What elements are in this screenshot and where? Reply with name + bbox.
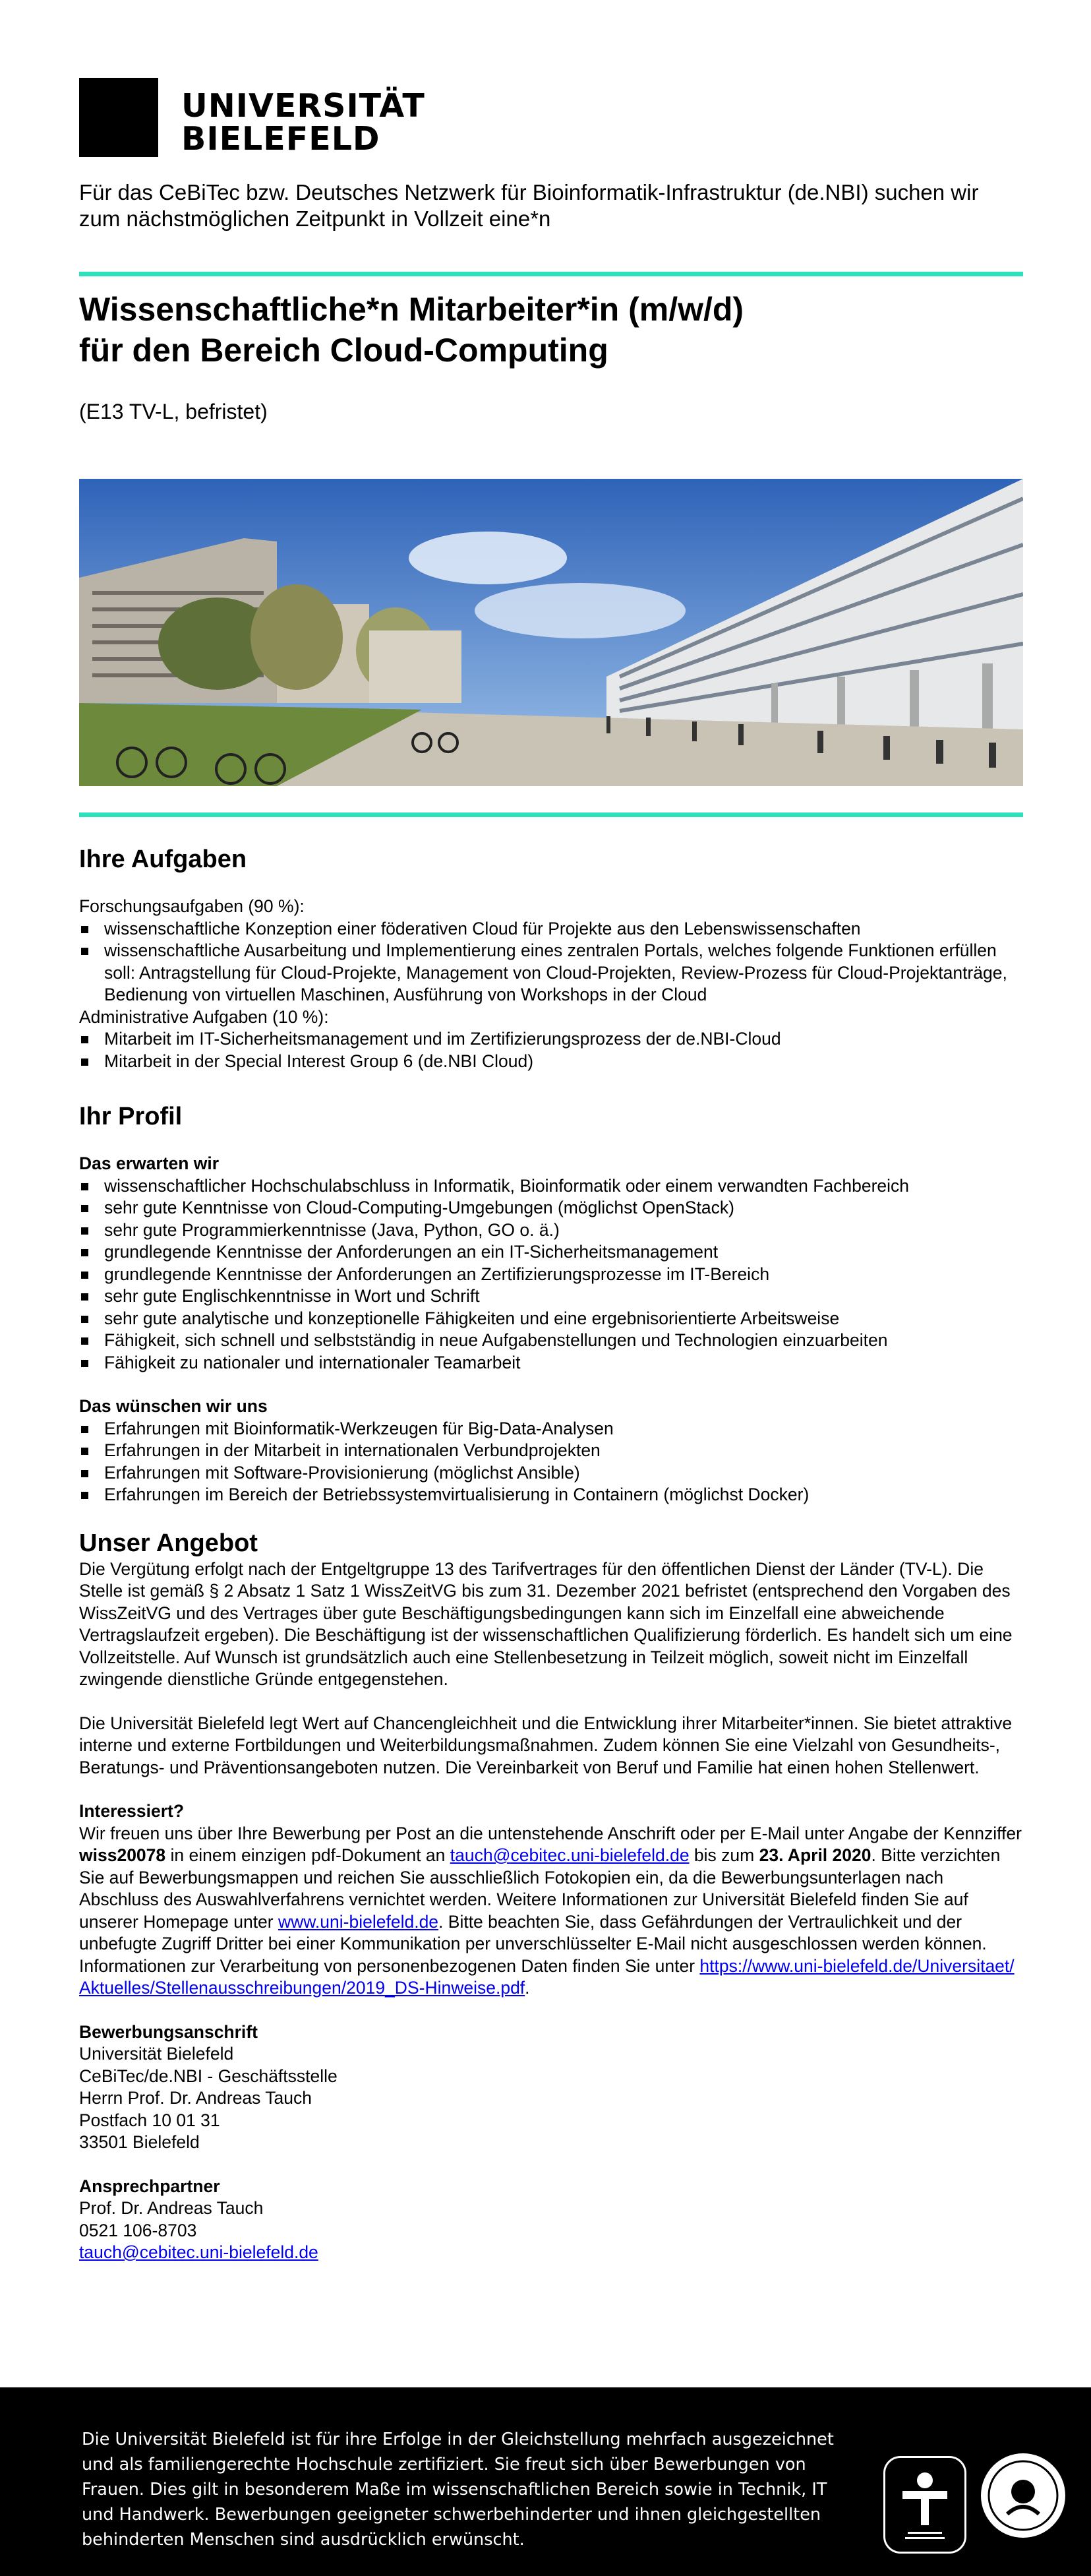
erwarten-list bbox=[79, 1175, 1023, 1374]
footer-equality-statement: Die Universität Bielefeld ist für ihre Erfolge in der Gleichstellung mehrfach ausgezeichnet und als familiengerechte Hochschule zertifiziert. Sie freut sich über Bewerbungen von Frauen. Dies gilt in besonderem Maße im wissenschaftlichen Bereich sowie in Technik, IT und Handwerk. Bewerbungen geeigneter schwerbehinderter und ihnen gleichgestellten behinderten Menschen sind ausdrücklich erwünscht. bbox=[82, 2430, 834, 2550]
logo-square-icon bbox=[79, 78, 158, 157]
aufgaben-group2-label: Administrative Aufgaben (10 %): bbox=[79, 1006, 329, 1027]
list-item: Erfahrungen mit Software-Provisionierung (möglichst Ansible) bbox=[79, 1462, 1023, 1485]
list-item: sehr gute analytische und konzeptionelle Fähigkeiten und eine ergebnisorientierte Arbeitsweise bbox=[79, 1308, 1023, 1330]
campus-photo bbox=[79, 479, 1023, 786]
list-item: Fähigkeit, sich schnell und selbstständig in neue Aufgabenstellungen und Technologien einzuarbeiten bbox=[79, 1330, 1023, 1352]
interesse-text: Wir freuen uns über Ihre Bewerbung per Post an die untenstehende Anschrift oder per E-Mail unter Angabe der Kennziffer wiss20078 in einem einzigen pdf-Dokument an tauch@cebitec.uni-bielefeld.de bis zum 23. April 2020. Bitte verzichten Sie auf Bewerbungsmappen und reichen Sie ausschließlich Fotokopien ein, da die Bewerbungsunterlagen nach Abschluss des Auswahlverfahrens vernichtet werden. Weitere Informationen zur Universität Bielefeld finden Sie auf unserer Homepage unter www.uni-bielefeld.de. Bitte beachten Sie, dass Gefährdungen der Vertraulichkeit und der unbefugte Zugriff Dritter bei einer Kommunikation per unverschlüsselter E-Mail nicht ausgeschlossen werden können. Informationen zur Verarbeitung von personenbezogenen Daten finden Sie unter https://www.uni-bielefeld.de/Universitaet/Aktuelles/Stellenausschreibungen/2019_DS-Hinweise.pdf. bbox=[79, 1823, 1022, 1998]
wuenschen-list bbox=[79, 1418, 1023, 1506]
kontakt-heading: Ansprechpartner bbox=[79, 2176, 220, 2196]
angebot-para2: Die Universität Bielefeld legt Wert auf Chancengleichheit und die Entwicklung ihrer Mitarbeiter*innen. Sie bietet attraktive interne und externe Fortbildungen und Weiterbildungsmaßnahmen. Zudem können Sie eine Vielzahl von Gesundheits-, Beratungs- und Präventionsangeboten nutzen. Die Vereinbarkeit von Beruf und Familie hat einen hohen Stellenwert. bbox=[79, 1713, 1013, 1777]
logo-wordmark: UNIVERSITÄT BIELEFELD bbox=[181, 87, 425, 158]
angebot-para1: Die Vergütung erfolgt nach der Entgeltgruppe 13 des Tarifvertrages für den öffentlichen Dienst der Länder (TV-L). Die Stelle ist gemäß § 2 Absatz 1 Satz 1 WissZeitVG bis zum 31. Dezember 2021 befristet (entsprechend den Vorgaben des WissZeitVG und des Vertrages über gute Beschäftigungsbedingungen kann sich im Einzelfall eine abweichende Vertragslaufzeit ergeben). Die Beschäftigung ist der wissenschaftlichen Qualifizierung förderlich. Es handelt sich um eine Vollzeitstelle. Auf Wunsch ist grundsätzlich auch eine Stellenbesetzung in Teilzeit möglich, soweit nicht im Einzelfall zwingende dienstliche Gründe entgegenstehen. bbox=[79, 1558, 1013, 1689]
familiengerechte-hochschule-icon bbox=[883, 2456, 966, 2554]
photo-divider bbox=[79, 813, 1023, 817]
list-item: wissenschaftliche Ausarbeitung und Implementierung eines zentralen Portals, welches folgende Funktionen erfüllen soll: Antragstellung für Cloud-Projekte, Management von Cloud-Projekten, Review-Prozess für Cloud-Projektanträge, Bedienung von virtuellen Maschinen, Ausführung von Workshops in der Cloud bbox=[79, 940, 1023, 1006]
wuenschen-label: Das wünschen wir uns bbox=[79, 1396, 268, 1416]
list-item: wissenschaftliche Konzeption einer föderativen Cloud für Projekte aus den Lebenswissenschaften bbox=[79, 918, 1023, 940]
university-logo bbox=[79, 78, 448, 157]
job-title: Wissenschaftliche*n Mitarbeiter*in (m/w/d) für den Bereich Cloud-Computing bbox=[79, 291, 744, 369]
anschrift-heading: Bewerbungsanschrift bbox=[79, 2021, 258, 2042]
application-email-link[interactable]: tauch@cebitec.uni-bielefeld.de bbox=[450, 1845, 690, 1865]
homepage-link[interactable]: www.uni-bielefeld.de bbox=[278, 1911, 439, 1932]
section-heading-profil: Ihr Profil bbox=[79, 1103, 183, 1130]
list-item: sehr gute Programmierkenntnisse (Java, Python, GO o. ä.) bbox=[79, 1219, 1023, 1242]
aufgaben-group1-label: Forschungsaufgaben (90 %): bbox=[79, 896, 305, 916]
list-item: Erfahrungen in der Mitarbeit in internationalen Verbundprojekten bbox=[79, 1440, 1023, 1462]
top-divider bbox=[79, 272, 1023, 276]
aufgaben-list-admin bbox=[79, 1028, 1023, 1072]
erwarten-label: Das erwarten wir bbox=[79, 1153, 220, 1173]
list-item: Mitarbeit in der Special Interest Group 6 (de.NBI Cloud) bbox=[79, 1051, 1023, 1073]
list-item: sehr gute Englischkenntnisse in Wort und Schrift bbox=[79, 1285, 1023, 1308]
main-content bbox=[79, 844, 1023, 2264]
kennziffer: wiss20078 bbox=[79, 1845, 166, 1865]
list-item: Fähigkeit zu nationaler und internationaler Teamarbeit bbox=[79, 1352, 1023, 1374]
list-item: sehr gute Kenntnisse von Cloud-Computing-Umgebungen (möglichst OpenStack) bbox=[79, 1197, 1023, 1219]
intro-text: Für das CeBiTec bzw. Deutsches Netzwerk für Bioinformatik-Infrastruktur (de.NBI) suchen wir zum nächstmöglichen Zeitpunkt in Vollzeit eine*n bbox=[79, 180, 979, 231]
privacy-info-link[interactable]: https://www.uni-bielefeld.de/Universitaet/Aktuelles/Stellenausschreibungen/2019_DS-Hinweise.pdf bbox=[79, 1955, 1015, 1998]
list-item: Mitarbeit im IT-Sicherheitsmanagement und im Zertifizierungsprozess der de.NBI-Cloud bbox=[79, 1028, 1023, 1051]
deadline: 23. April 2020 bbox=[759, 1845, 871, 1865]
footer bbox=[0, 2387, 1091, 2576]
section-heading-aufgaben: Ihre Aufgaben bbox=[79, 845, 247, 873]
postal-address: Universität Bielefeld CeBiTec/de.NBI - Geschäftsstelle Herrn Prof. Dr. Andreas Tauch Postfach 10 01 31 33501 Bielefeld bbox=[79, 2044, 338, 2152]
list-item: Erfahrungen im Bereich der Betriebssystemvirtualisierung in Containern (möglichst Docker) bbox=[79, 1484, 1023, 1506]
contact-phone: 0521 106-8703 bbox=[79, 2220, 197, 2240]
list-item: Erfahrungen mit Bioinformatik-Werkzeugen für Big-Data-Analysen bbox=[79, 1418, 1023, 1440]
contact-email-link[interactable]: tauch@cebitec.uni-bielefeld.de bbox=[79, 2242, 318, 2262]
interesse-heading: Interessiert? bbox=[79, 1801, 185, 1821]
list-item: grundlegende Kenntnisse der Anforderungen an ein IT-Sicherheitsmanagement bbox=[79, 1241, 1023, 1264]
aufgaben-list-research bbox=[79, 918, 1023, 1006]
campus-photo-illustration bbox=[79, 479, 1023, 786]
pay-grade: (E13 TV-L, befristet) bbox=[79, 400, 268, 423]
list-item: grundlegende Kenntnisse der Anforderungen an Zertifizierungsprozesse im IT-Bereich bbox=[79, 1264, 1023, 1286]
list-item: wissenschaftlicher Hochschulabschluss in Informatik, Bioinformatik oder einem verwandten Fachbereich bbox=[79, 1175, 1023, 1198]
contact-name: Prof. Dr. Andreas Tauch bbox=[79, 2198, 264, 2218]
section-heading-angebot: Unser Angebot bbox=[79, 1529, 258, 1557]
total-e-quality-icon bbox=[981, 2453, 1065, 2538]
